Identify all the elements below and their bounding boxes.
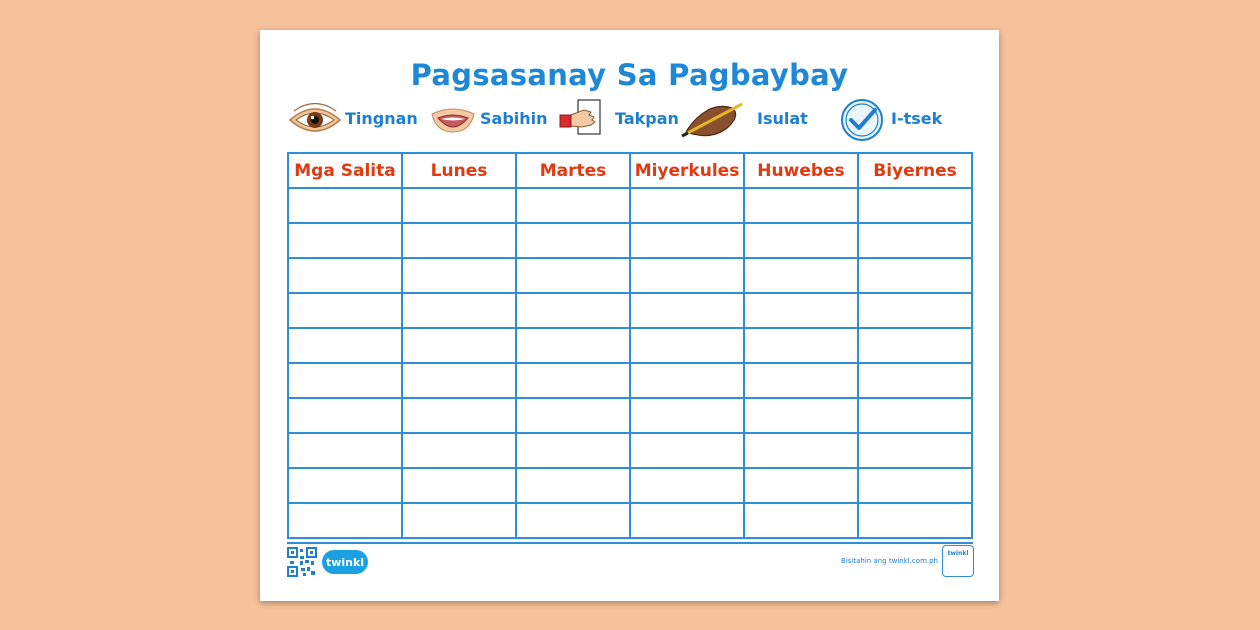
table-row <box>288 293 972 328</box>
badge-label: twinkl <box>947 550 969 557</box>
table-cell[interactable] <box>858 223 972 258</box>
table-cell[interactable] <box>402 258 516 293</box>
table-cell[interactable] <box>744 468 858 503</box>
table-cell[interactable] <box>630 433 744 468</box>
table-cell[interactable] <box>858 503 972 538</box>
table-cell[interactable] <box>858 468 972 503</box>
table-cell[interactable] <box>744 293 858 328</box>
table-cell[interactable] <box>402 433 516 468</box>
table-cell[interactable] <box>516 328 630 363</box>
table-cell[interactable] <box>402 188 516 223</box>
column-header: Mga Salita <box>288 153 402 188</box>
table-row <box>288 433 972 468</box>
table-cell[interactable] <box>744 223 858 258</box>
table-cell[interactable] <box>744 258 858 293</box>
approval-badge <box>942 545 974 577</box>
table-cell[interactable] <box>858 188 972 223</box>
table-cell[interactable] <box>516 293 630 328</box>
column-header: Miyerkules <box>630 153 744 188</box>
table-cell[interactable] <box>288 468 402 503</box>
table-cell[interactable] <box>630 293 744 328</box>
table-cell[interactable] <box>402 503 516 538</box>
table-cell[interactable] <box>630 503 744 538</box>
check-circle-icon <box>839 98 885 142</box>
table-cell[interactable] <box>516 398 630 433</box>
worksheet <box>260 30 999 601</box>
step-label-tingnan: Tingnan <box>345 109 418 128</box>
table-cell[interactable] <box>516 258 630 293</box>
table-cell[interactable] <box>630 258 744 293</box>
table-cell[interactable] <box>858 363 972 398</box>
table-cell[interactable] <box>630 398 744 433</box>
step-label-takpan: Takpan <box>615 109 679 128</box>
footer-divider <box>287 542 973 544</box>
qr-code <box>287 547 317 577</box>
table-row <box>288 363 972 398</box>
twinkl-logo: twinkl <box>322 550 368 574</box>
table-row <box>288 468 972 503</box>
spelling-table <box>287 152 973 539</box>
table-cell[interactable] <box>858 293 972 328</box>
table-header-row <box>288 153 972 188</box>
table-cell[interactable] <box>516 363 630 398</box>
step-label-i-tsek: I-tsek <box>891 109 943 128</box>
table-cell[interactable] <box>402 398 516 433</box>
table-cell[interactable] <box>744 363 858 398</box>
table-cell[interactable] <box>630 363 744 398</box>
table-cell[interactable] <box>630 468 744 503</box>
table-row <box>288 328 972 363</box>
table-cell[interactable] <box>288 188 402 223</box>
table-row <box>288 188 972 223</box>
hand-cover-icon <box>558 98 604 138</box>
table-cell[interactable] <box>288 258 402 293</box>
table-cell[interactable] <box>288 293 402 328</box>
page-title: Pagsasanay Sa Pagbaybay <box>410 58 849 92</box>
table-cell[interactable] <box>402 363 516 398</box>
table-cell[interactable] <box>630 328 744 363</box>
visit-website-text: Bisitahin ang twinkl.com.ph <box>841 557 938 565</box>
column-header: Huwebes <box>744 153 858 188</box>
writing-hand-icon <box>680 100 746 140</box>
step-label-sabihin: Sabihin <box>480 109 548 128</box>
table-cell[interactable] <box>402 223 516 258</box>
step-label-isulat: Isulat <box>757 109 808 128</box>
table-row <box>288 503 972 538</box>
column-header: Martes <box>516 153 630 188</box>
table-cell[interactable] <box>288 503 402 538</box>
table-cell[interactable] <box>516 503 630 538</box>
table-cell[interactable] <box>516 433 630 468</box>
table-cell[interactable] <box>858 258 972 293</box>
table-cell[interactable] <box>516 468 630 503</box>
table-cell[interactable] <box>744 188 858 223</box>
table-cell[interactable] <box>516 188 630 223</box>
table-cell[interactable] <box>288 328 402 363</box>
steps-row <box>260 98 999 142</box>
table-cell[interactable] <box>744 398 858 433</box>
table-cell[interactable] <box>630 188 744 223</box>
table-cell[interactable] <box>402 328 516 363</box>
mouth-icon <box>430 106 476 134</box>
table-cell[interactable] <box>288 363 402 398</box>
table-cell[interactable] <box>288 223 402 258</box>
table-row <box>288 258 972 293</box>
column-header: Biyernes <box>858 153 972 188</box>
table-cell[interactable] <box>744 433 858 468</box>
table-cell[interactable] <box>630 223 744 258</box>
table-cell[interactable] <box>288 433 402 468</box>
table-cell[interactable] <box>516 223 630 258</box>
table-cell[interactable] <box>288 398 402 433</box>
table-cell[interactable] <box>858 328 972 363</box>
column-header: Lunes <box>402 153 516 188</box>
table-cell[interactable] <box>402 468 516 503</box>
table-cell[interactable] <box>858 398 972 433</box>
table-cell[interactable] <box>744 503 858 538</box>
table-cell[interactable] <box>402 293 516 328</box>
table-row <box>288 398 972 433</box>
table-row <box>288 223 972 258</box>
table-body <box>288 188 972 538</box>
table-cell[interactable] <box>858 433 972 468</box>
eye-icon <box>288 102 342 138</box>
table-cell[interactable] <box>744 328 858 363</box>
